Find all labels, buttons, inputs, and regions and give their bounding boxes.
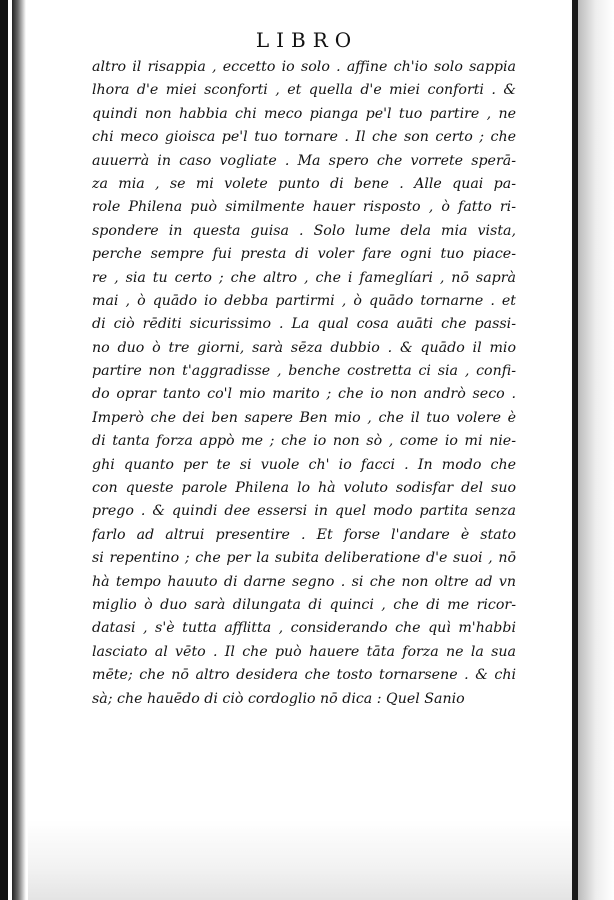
text-line: ghi quanto per te si vuole ch' io facci . In modo che	[92, 456, 516, 473]
text-line: mēte; che nō altro desidera che tosto tornarsene . & chi	[92, 667, 516, 684]
text-line: role Philena può similmente hauer risposto , ò fatto ri-	[92, 199, 516, 216]
text-line: lhora d'e miei sconforti , et quella d'e miei conforti . &	[92, 82, 516, 99]
text-line: datasi , s'è tutta afflitta , considerando che quì m'habbi	[92, 620, 516, 637]
text-line: chi meco gioisca pe'l tuo tornare . Il che son certo ; che	[92, 129, 516, 146]
text-line: Imperò che dei ben sapere Ben mio , che il tuo volere è	[92, 409, 516, 426]
text-line: auuerrà in caso vogliate . Ma spero che vorrete sperā-	[92, 152, 516, 169]
next-page-edge	[572, 0, 614, 900]
text-line: quindi non habbia chi meco pianga pe'l tuo partire , ne	[92, 105, 516, 122]
text-line: con queste parole Philena lo hà voluto sodisfar del suo	[92, 480, 516, 497]
text-line: partire non t'aggradisse , benche costretta ci sia , confi-	[92, 363, 516, 380]
text-line: mai , ò quādo io debba partirmi , ò quādo tornarne . et	[92, 292, 516, 309]
body-text	[92, 56, 516, 711]
text-line: miglio ò duo sarà dilungata di quinci , che di me ricor-	[92, 596, 516, 613]
text-line: lasciato al vēto . Il che può hauere tāta forza ne la sua	[92, 643, 516, 660]
running-head: LIBRO	[255, 28, 359, 52]
text-line: altro il risappia , eccetto io solo . affine ch'io solo sappia	[92, 59, 516, 75]
text-line: sà; che hauēdo di ciò cordoglio nō dica : Quel Sanio	[92, 690, 465, 707]
text-line: do oprar tanto co'l mio marito ; che io non andrò seco .	[92, 386, 516, 403]
text-line: di ciò rēditi sicurissimo . La qual cosa auāti che passi-	[92, 316, 516, 333]
text-line: prego . & quindi dee essersi in quel modo partita senza	[92, 503, 516, 520]
text-line: farlo ad altrui presentire . Et forse l'andare è stato	[92, 526, 516, 543]
text-line: za mia , se mi volete punto di bene . Alle quai pa-	[92, 175, 516, 192]
page-bottom-shadow	[28, 820, 572, 900]
text-line: perche sempre fui presta di voler fare ogni tuo piace-	[92, 246, 516, 263]
text-line: spondere in questa guisa . Solo lume dela mia vista,	[92, 222, 516, 239]
page-gutter-left	[0, 0, 28, 900]
text-line: re , sia tu certo ; che altro , che i fameglíari , nō saprà	[92, 269, 516, 286]
text-line: no duo ò tre giorni, sarà sēza dubbio . & quādo il mio	[92, 339, 516, 356]
text-line: di tanta forza appò me ; che io non sò , come io mi nie-	[92, 433, 516, 450]
text-line: si repentino ; che per la subita deliberatione d'e suoi , nō	[92, 550, 516, 567]
text-line: hà tempo hauuto di darne segno . si che non oltre ad vn	[92, 573, 516, 590]
